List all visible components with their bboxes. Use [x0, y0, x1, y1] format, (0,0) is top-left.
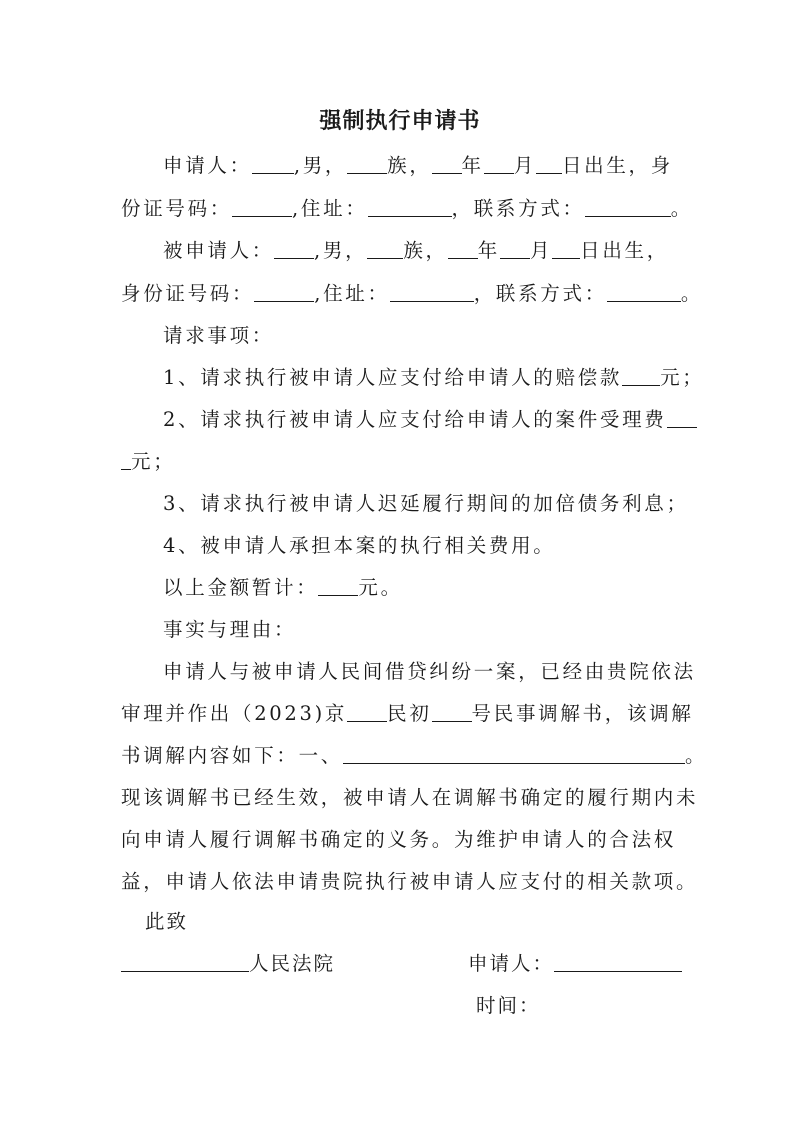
blank-respondent-ethnicity: [367, 239, 403, 260]
blank-applicant-month: [484, 154, 514, 175]
facts-line-4: 现该调解书已经生效，被申请人在调解书确定的履行期内未: [121, 786, 699, 809]
blank-applicant-id: [232, 197, 292, 218]
blank-applicant-signature: [554, 952, 682, 973]
facts-line-6: 益，申请人依法申请贵院执行被申请人应支付的相关款项。: [121, 870, 699, 893]
blank-fee-amount-a: [667, 408, 697, 429]
applicant-line-2: 份证号码： ,住址： ，联系方式： 。: [121, 197, 693, 220]
blank-respondent-contact: [607, 282, 681, 303]
blank-applicant-year: [432, 154, 462, 175]
blank-case-year: [347, 702, 387, 723]
signature-applicant: 申请人：: [468, 948, 682, 976]
facts-line-1: 申请人与被申请人民间借贷纠纷一案，已经由贵院依法: [163, 660, 696, 683]
blank-respondent-name: [274, 239, 314, 260]
total-amount-line: 以上金额暂计： 元。: [163, 576, 403, 599]
requests-heading: 请求事项：: [163, 324, 275, 347]
signature-time: 时间：: [476, 994, 541, 1017]
blank-mediation-content: [343, 744, 685, 765]
blank-respondent-day: [552, 239, 580, 260]
facts-line-3: 书调解内容如下：一、 。: [121, 744, 708, 767]
respondent-line-2: 身份证号码： ,住址： ，联系方式： 。: [121, 282, 704, 305]
respondent-line-1: 被申请人： ,男， 族， 年 月 日出生，: [163, 239, 669, 262]
blank-applicant-ethnicity: [347, 154, 387, 175]
facts-heading: 事实与理由：: [163, 618, 297, 641]
blank-court-name: [121, 952, 249, 973]
blank-applicant-contact: [585, 197, 671, 218]
court-line: 人民法院: [121, 948, 335, 976]
respondent-label: 被申请人：: [163, 239, 275, 262]
facts-line-2: 审理并作出（2023)京 民初 号民事调解书，该调解: [121, 702, 694, 725]
request-item-2: 2、请求执行被申请人应支付给申请人的案件受理费: [163, 404, 691, 432]
facts-line-5: 向申请人履行调解书确定的义务。为维护申请人的合法权: [121, 828, 677, 851]
blank-respondent-month: [500, 239, 530, 260]
respondent-id-label: 身份证号码：: [121, 282, 255, 305]
blank-case-number: [432, 702, 472, 723]
closing-greeting: 此致: [145, 910, 189, 933]
blank-respondent-id: [254, 282, 314, 303]
blank-compensation-amount: [622, 366, 660, 387]
applicant-line-1: 申请人： ,男， 族， 年 月 日出生，身: [163, 154, 673, 177]
blank-total-amount: [318, 576, 358, 597]
blank-fee-amount-b: [121, 450, 131, 471]
blank-applicant-day: [536, 154, 562, 175]
applicant-id-label: 份证号码：: [121, 197, 233, 220]
applicant-label: 申请人：: [163, 154, 252, 177]
blank-respondent-year: [448, 239, 478, 260]
blank-applicant-name: [252, 154, 294, 175]
blank-applicant-address: [368, 197, 452, 218]
request-item-2-cont: 元；: [121, 446, 691, 474]
request-item-4: 4、被申请人承担本案的执行相关费用。: [163, 534, 556, 557]
request-item-3: 3、请求执行被申请人迟延履行期间的加倍债务利息；: [163, 492, 689, 515]
blank-respondent-address: [390, 282, 474, 303]
document-title: 强制执行申请书: [319, 108, 481, 134]
request-item-1: 1、请求执行被申请人应支付给申请人的赔偿款 元；: [163, 366, 705, 389]
